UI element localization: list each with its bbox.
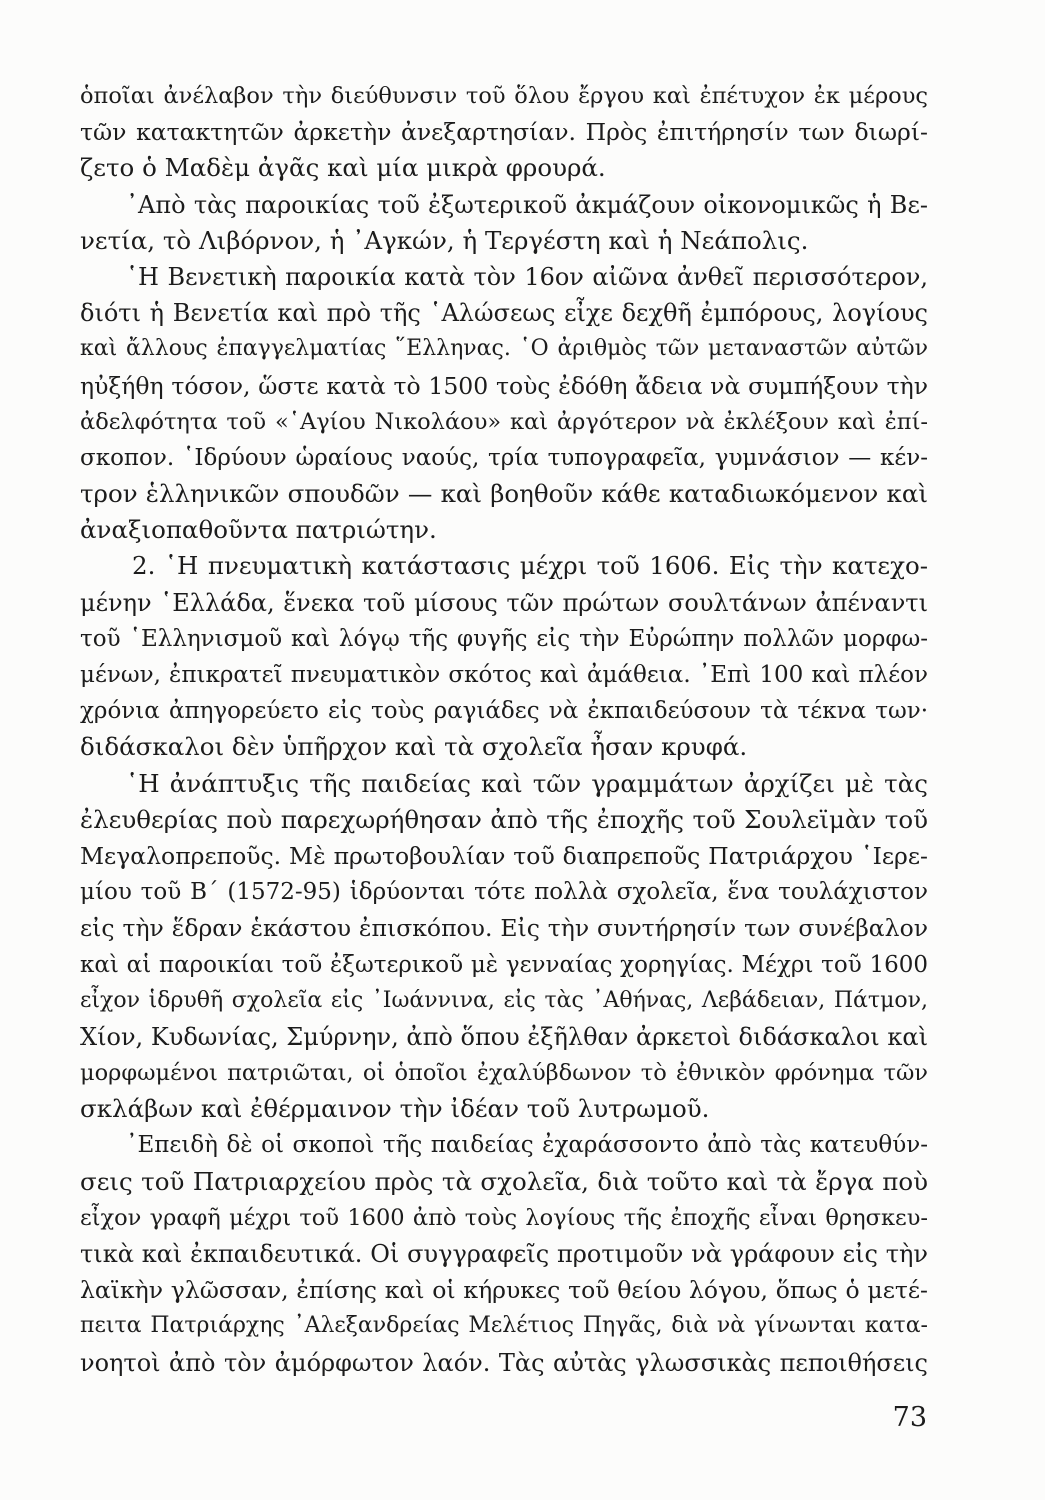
text-line: λαϊκὴν γλῶσσαν, ἐπίσης καὶ οἱ κήρυκες τοῦ θείου λόγου, ὅπως ὁ μετέ- bbox=[80, 1276, 928, 1305]
text-line: μένην ῾Ελλάδα, ἕνεκα τοῦ μίσους τῶν πρώτων σουλτάνων ἀπέναντι bbox=[80, 588, 928, 617]
text-line: ἀδελφότητα τοῦ «῾Αγίου Νικολάου» καὶ ἀργότερον νὰ ἐκλέξουν καὶ ἐπί- bbox=[80, 408, 928, 435]
text-line: καὶ αἱ παροικίαι τοῦ ἐξωτερικοῦ μὲ γενναίας χορηγίας. Μέχρι τοῦ 1600 bbox=[80, 951, 928, 978]
text-line: τικὰ καὶ ἐκπαιδευτικά. Οἱ συγγραφεῖς προτιμοῦν νὰ γράφουν εἰς τὴν bbox=[80, 1240, 928, 1268]
text-line: νοητοὶ ἀπὸ τὸν ἀμόρφωτον λαόν. Τὰς αὐτὰς γλωσσικὰς πεποιθήσεις bbox=[80, 1348, 928, 1377]
text-line: εἰς τὴν ἕδραν ἑκάστου ἐπισκόπου. Εἰς τὴν συντήρησίν των συνέβαλον bbox=[80, 914, 928, 943]
text-line: ῾Η ἀνάπτυξις τῆς παιδείας καὶ τῶν γραμμάτων ἀρχίζει μὲ τὰς bbox=[126, 768, 928, 798]
text-line: ὁποῖαι ἀνέλαβον τὴν διεύθυνσιν τοῦ ὅλου ἔργου καὶ ἐπέτυχον ἐκ μέρους bbox=[80, 83, 928, 109]
text-line: 2. ῾Η πνευματικὴ κατάστασις μέχρι τοῦ 1606. Εἰς τὴν κατεχο- bbox=[132, 551, 928, 581]
text-line: διότι ἡ Βενετία καὶ πρὸ τῆς ῾Αλώσεως εἶχε δεχθῆ ἐμπόρους, λογίους bbox=[80, 299, 928, 328]
body-text bbox=[80, 78, 928, 1381]
text-line: ῾Η Βενετικὴ παροικία κατὰ τὸν 16ον αἰῶνα ἀνθεῖ περισσότερον, bbox=[126, 262, 928, 291]
text-line: μίου τοῦ Β΄ (1572-95) ἱδρύονται τότε πολλὰ σχολεῖα, ἕνα τουλάχιστον bbox=[80, 879, 928, 906]
text-line: τοῦ ῾Ελληνισμοῦ καὶ λόγῳ τῆς φυγῆς εἰς τὴν Εὐρώπην πολλῶν μορφω- bbox=[80, 625, 928, 652]
text-line: καὶ ἄλλους ἐπαγγελματίας ῞Ελληνας. ῾Ο ἀριθμὸς τῶν μεταναστῶν αὐτῶν bbox=[80, 336, 928, 362]
text-line: πειτα Πατριάρχης ᾿Αλεξανδρείας Μελέτιος Πηγᾶς, διὰ νὰ γίνωνται κατα- bbox=[80, 1313, 928, 1339]
text-line: σεις τοῦ Πατριαρχείου πρὸς τὰ σχολεῖα, διὰ τοῦτο καὶ τὰ ἔργα ποὺ bbox=[80, 1166, 928, 1196]
text-line: ηὐξήθη τόσον, ὥστε κατὰ τὸ 1500 τοὺς ἐδόθη ἄδεια νὰ συμπήξουν τὴν bbox=[80, 371, 928, 400]
text-line: ᾿Απὸ τὰς παροικίας τοῦ ἐξωτερικοῦ ἀκμάζουν οἰκονομικῶς ἡ Βε- bbox=[126, 190, 928, 219]
text-line: ᾿Επειδὴ δὲ οἱ σκοποὶ τῆς παιδείας ἐχαράσσοντο ἀπὸ τὰς κατευθύν- bbox=[126, 1132, 928, 1159]
text-line: Χίον, Κυδωνίας, Σμύρνην, ἀπὸ ὅπου ἐξῆλθαν ἀρκετοὶ διδάσκαλοι καὶ bbox=[80, 1022, 928, 1051]
page-number: 73 bbox=[892, 1402, 927, 1433]
text-line: μένων, ἐπικρατεῖ πνευματικὸν σκότος καὶ ἀμάθεια. ᾿Επὶ 100 καὶ πλέον bbox=[80, 662, 928, 688]
text-line: νετία, τὸ Λιβόρνον, ἡ ᾿Αγκών, ἡ Τεργέστη καὶ ἡ Νεάπολις. bbox=[80, 225, 809, 255]
text-line: διδάσκαλοι δὲν ὑπῆρχον καὶ τὰ σχολεῖα ἦσαν κρυφά. bbox=[80, 732, 748, 762]
text-line: ἀναξιοπαθοῦντα πατριώτην. bbox=[80, 515, 437, 545]
text-line: εἶχον γραφῆ μέχρι τοῦ 1600 ἀπὸ τοὺς λογίους τῆς ἐποχῆς εἶναι θρησκευ- bbox=[80, 1204, 928, 1231]
text-line: σκοπον. ῾Ιδρύουν ὡραίους ναούς, τρία τυπογραφεῖα, γυμνάσιον — κέν- bbox=[80, 444, 928, 471]
text-line: τῶν κατακτητῶν ἀρκετὴν ἀνεξαρτησίαν. Πρὸς ἐπιτήρησίν των διωρί- bbox=[80, 118, 928, 147]
text-line: ζετο ὁ Μαδὲμ ἀγᾶς καὶ μία μικρὰ φρουρά. bbox=[80, 153, 606, 183]
text-line: ἐλευθερίας ποὺ παρεχωρήθησαν ἀπὸ τῆς ἐποχῆς τοῦ Σουλεϊμὰν τοῦ bbox=[80, 804, 928, 834]
text-line: σκλάβων καὶ ἐθέρμαινον τὴν ἰδέαν τοῦ λυτρωμοῦ. bbox=[80, 1094, 710, 1124]
text-line: μορφωμένοι πατριῶται, οἱ ὁποῖοι ἐχαλύβδωνον τὸ ἐθνικὸν φρόνημα τῶν bbox=[80, 1060, 928, 1087]
text-line: τρον ἑλληνικῶν σπουδῶν — καὶ βοηθοῦν κάθε καταδιωκόμενον καὶ bbox=[80, 479, 928, 509]
text-line: χρόνια ἀπηγορεύετο εἰς τοὺς ραγιάδες νὰ ἐκπαιδεύσουν τὰ τέκνα των· bbox=[80, 698, 928, 725]
text-line: εἶχον ἱδρυθῆ σχολεῖα εἰς ᾿Ιωάννινα, εἰς τὰς ᾿Αθήνας, Λεβάδειαν, Πάτμον, bbox=[80, 987, 928, 1013]
text-line: Μεγαλοπρεποῦς. Μὲ πρωτοβουλίαν τοῦ διαπρεποῦς Πατριάρχου ῾Ιερε- bbox=[80, 841, 928, 870]
